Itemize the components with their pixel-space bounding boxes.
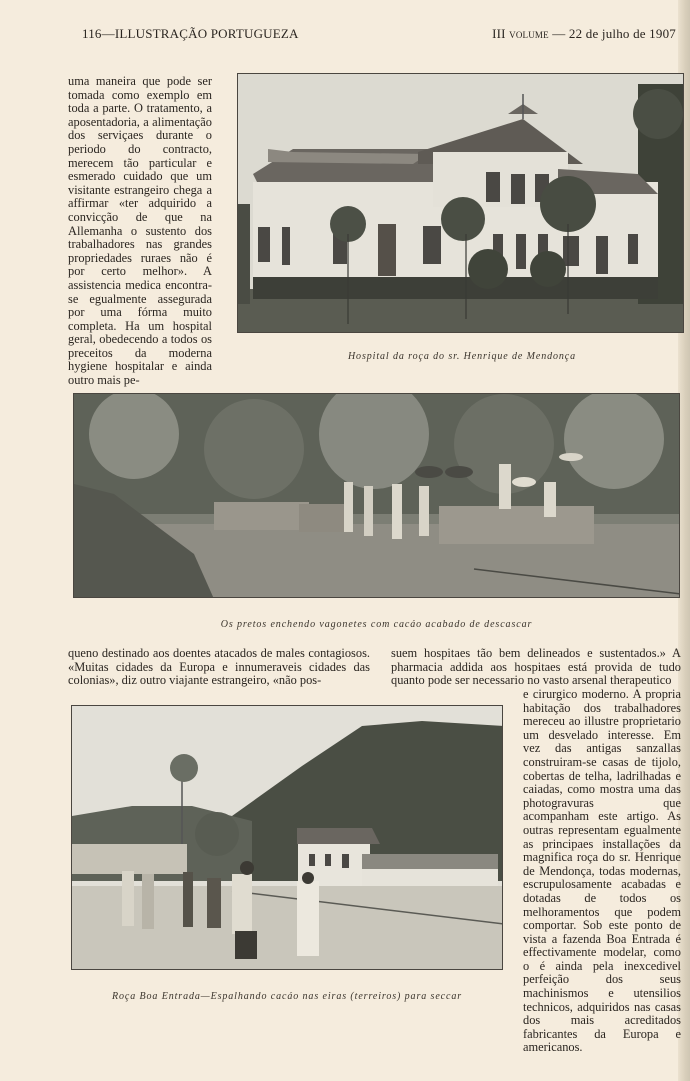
- article-column-bottom-right: [523, 688, 681, 1055]
- volume-label: III volume: [492, 26, 549, 41]
- hospital-illustration: [238, 74, 684, 333]
- page-number: 116: [82, 26, 102, 41]
- hospital-photo-caption: Hospital da roça do sr. Henrique de Mendonça: [347, 351, 577, 362]
- publication-title: ILLUSTRAÇÃO PORTUGUEZA: [114, 26, 299, 41]
- issue-date: 22 de julho de 1907: [568, 26, 676, 41]
- header-separator: —: [101, 26, 115, 41]
- article-column-top-left: [68, 75, 212, 388]
- running-header: [82, 26, 678, 44]
- vagonetes-photo: [73, 393, 680, 598]
- article-column-middle-right: [391, 647, 681, 688]
- hospital-photo: [237, 73, 684, 333]
- article-column-middle-left: [68, 647, 370, 688]
- header-right: [492, 26, 676, 42]
- article-paragraph: queno destinado aos doentes atacados de males contagiosos. «Muitas cidades da Europa e innumeraveis cidades das colonias», diz outro viajante estrangeiro, «não pos-: [68, 646, 370, 688]
- article-paragraph: e cirurgico moderno. A propria habitação dos trabalhadores mereceu ao illustre proprietario um desvelado interesse. Em vez das antigas sanzallas construiram-se casas de tijolo, cobertas de telha, ladrilhadas e caiadas, como mostra uma das photogravuras que acompanham este artigo. As outras representam egualmente as principaes installações da magnifica roça do sr. Henrique de Mendonça, todas modernas, escrupulosamente acabadas e dotadas de todos os melhoramentos que podem comportar. Sob este ponto de vista a fazenda Boa Entrada é effectivamente modelar, como o é ainda pela inexcedivel perfeição dos seus machinismos e utensilios technicos, adquiridos nas casas dos mais acreditados fabricantes da Europa e americanos.: [523, 687, 681, 1055]
- vagonetes-photo-caption: Os pretos enchendo vagonetes com cacáo acabado de descascar: [220, 619, 533, 630]
- article-paragraph: suem hospitaes tão bem delineados e sustentados.» A pharmacia addida aos hospitaes está provida de tudo quanto pode ser necessario no vasto arsenal therapeutico: [391, 646, 681, 688]
- vagonetes-illustration: [74, 394, 680, 598]
- date-separator: —: [552, 26, 566, 41]
- boa-entrada-illustration: [72, 706, 503, 970]
- boa-entrada-photo-caption: Roça Boa Entrada—Espalhando cacáo nas eiras (terreiros) para seccar: [111, 991, 463, 1002]
- boa-entrada-photo: [71, 705, 503, 970]
- header-left: [82, 26, 299, 42]
- article-paragraph: uma maneira que pode ser tomada como exemplo em toda a parte. O tratamento, a aposentadoria, a alimentação dos serviçaes durante o periodo do contracto, merecem tão particular e esmerado cuidado que um visitante estrangeiro chega a affirmar «ter adquirido a convicção de que na Allemanha o sustento dos trabalhadores nas grandes propriedades ruraes não é por certo melhor». A assistencia medica encontra-se egualmente assegurada por uma fórma muito completa. Ha um hospital geral, obedecendo a todos os preceitos da moderna hygiene hospitalar e ainda outro mais pe-: [68, 74, 212, 388]
